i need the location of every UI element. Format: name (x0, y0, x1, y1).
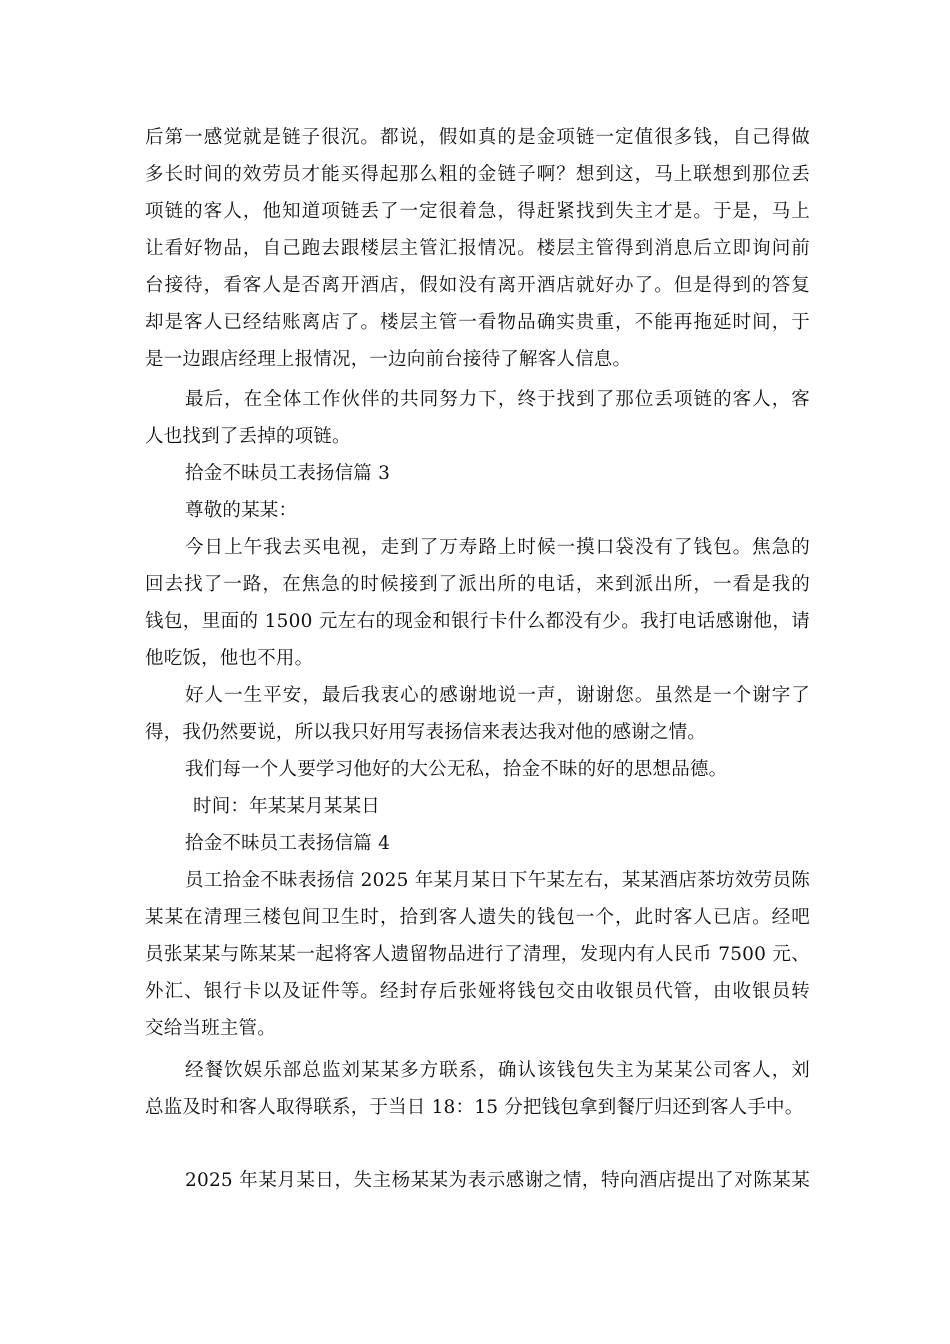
body-line: 多长时间的效劳员才能买得起那么粗的金链子啊？想到这，马上联想到那位丢 (145, 164, 810, 185)
body-line: 台接待，看客人是否离开酒店，假如没有离开酒店就好办了。但是得到的答复 (145, 275, 810, 296)
section-heading: 拾金不昧员工表扬信篇 4 (185, 833, 391, 854)
body-line: 总监及时和客人取得联系，于当日 18：15 分把钱包拿到餐厅归还到客人手中。 (145, 1097, 804, 1118)
body-line: 后第一感觉就是链子很沉。都说，假如真的是金项链一定值很多钱，自己得做 (145, 127, 810, 148)
paragraph-first-line: 经餐饮娱乐部总监刘某某多方联系，确认该钱包失主为某某公司客人，刘 (185, 1060, 810, 1081)
body-line: 员张某某与陈某某一起将客人遗留物品进行了清理，发现内有人民币 7500 元、 (145, 944, 810, 965)
body-line: 钱包，里面的 1500 元左右的现金和银行卡什么都没有少。我打电话感谢他，请 (145, 611, 810, 632)
body-line: 项链的客人，他知道项链丢了一定很着急，得赶紧找到失主才是。于是，马上 (145, 201, 810, 222)
salutation: 尊敬的某某： (185, 500, 298, 521)
paragraph-first-line: 今日上午我去买电视，走到了万寿路上时候一摸口袋没有了钱包。焦急的 (185, 537, 810, 558)
paragraph-first-line: 我们每一个人要学习他好的大公无私，拾金不昧的好的思想品德。 (185, 759, 728, 780)
section-heading: 拾金不昧员工表扬信篇 3 (185, 463, 391, 484)
body-line: 却是客人已经结账离店了。楼层主管一看物品确实贵重，不能再拖延时间，于 (145, 312, 810, 333)
paragraph-first-line: 2025 年某月某日，失主杨某某为表示感谢之情，特向酒店提出了对陈某某 (185, 1170, 810, 1191)
body-line: 外汇、银行卡以及证件等。经封存后张娅将钱包交由收银员代管，由收银员转 (145, 981, 810, 1002)
body-line: 得，我仍然要说，所以我只好用写表扬信来表达我对他的感谢之情。 (145, 722, 707, 743)
paragraph-first-line: 最后，在全体工作伙伴的共同努力下，终于找到了那位丢项链的客人，客 (185, 389, 810, 410)
paragraph-first-line: 员工拾金不昧表扬信 2025 年某月某日下午某左右，某某酒店茶坊效劳员陈 (185, 870, 810, 891)
date-line: 时间：年某某月某某日 (193, 796, 381, 817)
body-line: 交给当班主管。 (145, 1018, 276, 1039)
body-line: 回去找了一路，在焦急的时候接到了派出所的电话，来到派出所，一看是我的 (145, 574, 810, 595)
body-line: 人也找到了丢掉的项链。 (145, 426, 351, 447)
body-line: 让看好物品，自己跑去跟楼层主管汇报情况。楼层主管得到消息后立即询问前 (145, 238, 810, 259)
paragraph-first-line: 好人一生平安，最后我衷心的感谢地说一声，谢谢您。虽然是一个谢字了 (185, 685, 810, 706)
body-line: 某某在清理三楼包间卫生时，拾到客人遗失的钱包一个，此时客人已店。经吧 (145, 907, 810, 928)
body-line: 是一边跟店经理上报情况，一边向前台接待了解客人信息。 (145, 349, 632, 370)
body-line: 他吃饭，他也不用。 (145, 648, 314, 669)
